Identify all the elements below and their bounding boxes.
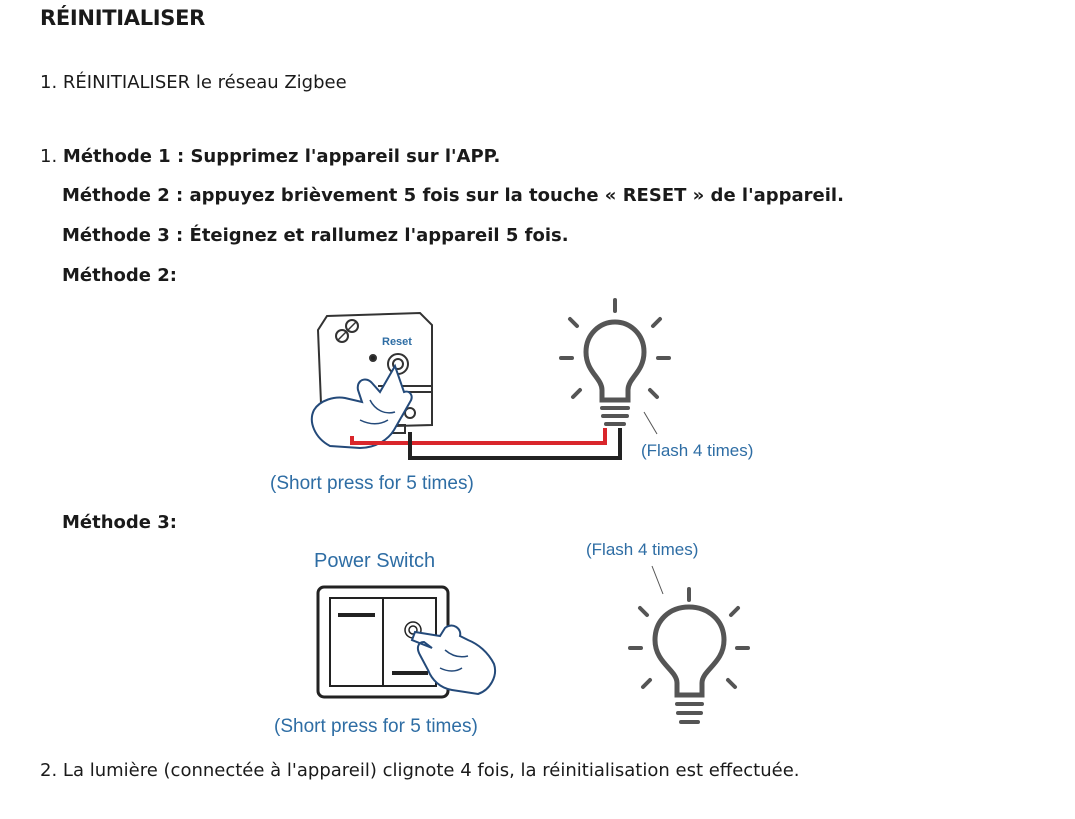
method-3-label: Méthode 3: [62, 512, 177, 533]
light-bulb-icon [630, 589, 748, 722]
method-1-text: Méthode 1 : Supprimez l'appareil sur l'APP. [62, 146, 501, 167]
method-3-flash-note: (Flash 4 times) [586, 540, 699, 559]
power-switch-title: Power Switch [314, 550, 436, 572]
pointing-hand-icon [412, 626, 495, 694]
step-1-number: 1. [40, 72, 58, 93]
method-2-flash-note: (Flash 4 times) [641, 441, 754, 460]
page-title: RÉINITIALISER [40, 6, 206, 30]
method-3-text: Méthode 3 : Éteignez et rallumez l'appareil 5 fois. [62, 225, 569, 246]
method-2-text: Méthode 2 : appuyez brièvement 5 fois sur la touche « RESET » de l'appareil. [62, 185, 844, 206]
method-2-label: Méthode 2: [62, 265, 177, 286]
methods-number: 1. [40, 146, 58, 167]
step-1-text: RÉINITIALISER le réseau Zigbee [62, 72, 347, 93]
method-2-caption: (Short press for 5 times) [270, 473, 474, 494]
method-3-caption: (Short press for 5 times) [274, 716, 478, 737]
step-2-number: 2. [40, 760, 58, 781]
reset-label: Reset [382, 336, 412, 348]
step-2-text: La lumière (connectée à l'appareil) clignote 4 fois, la réinitialisation est effectuée. [62, 760, 800, 781]
step-2 [40, 760, 800, 781]
